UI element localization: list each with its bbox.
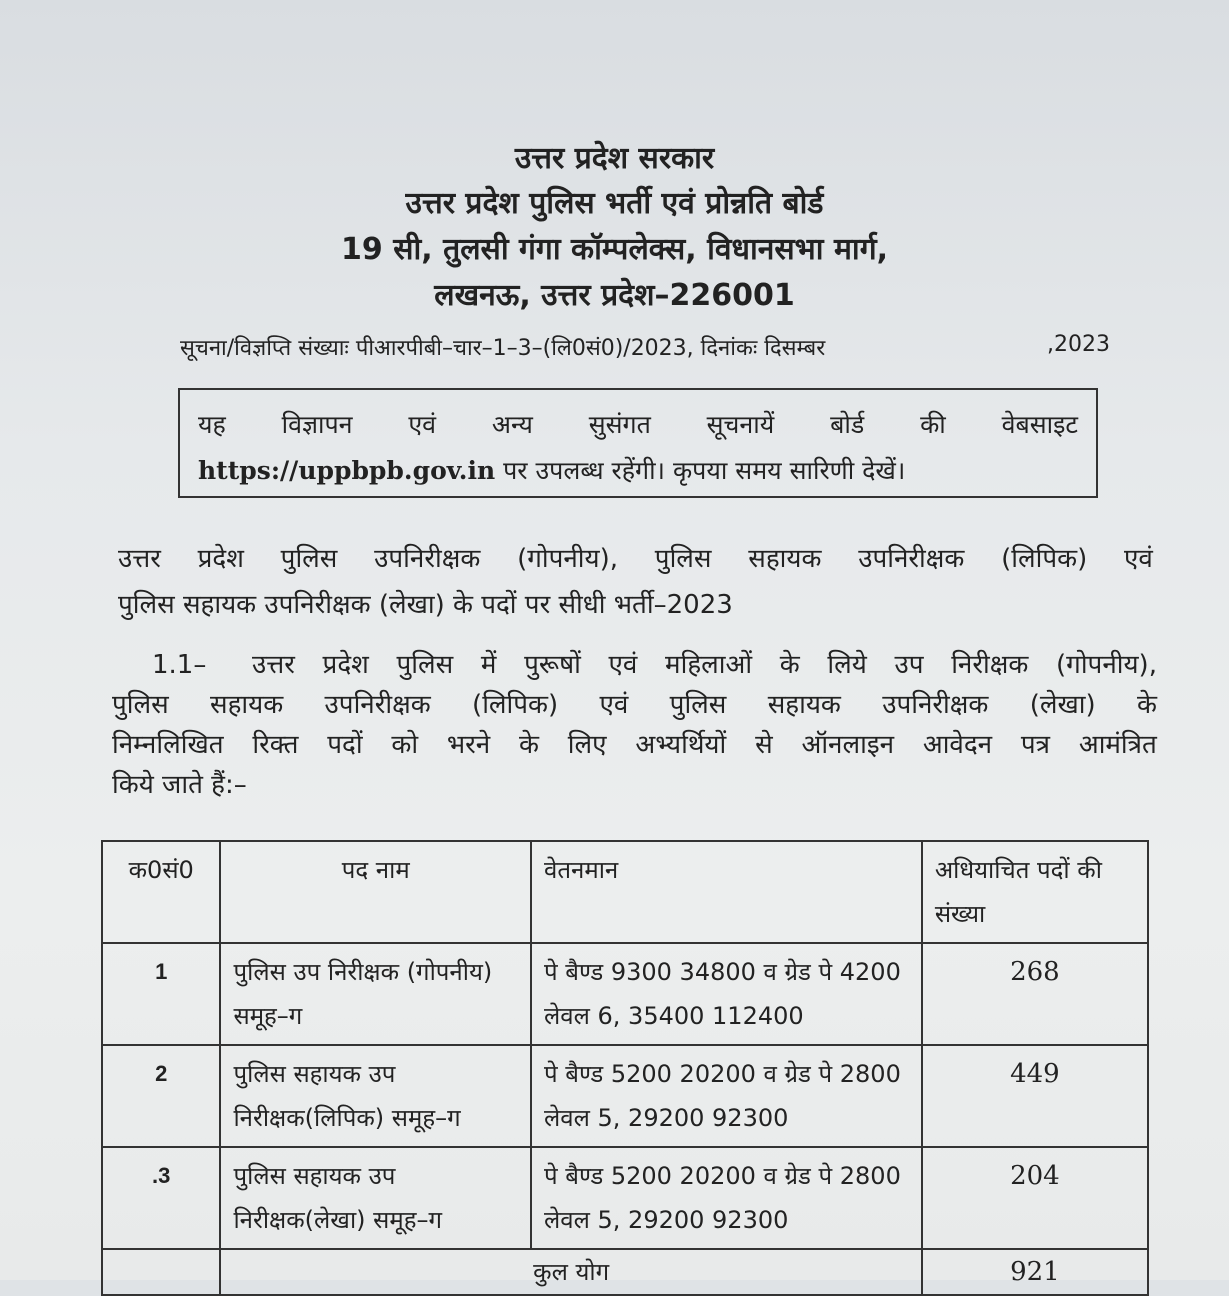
table-total-row xyxy=(102,1249,1148,1295)
word: (गोपनीय), xyxy=(1056,650,1157,680)
word: उत्तर xyxy=(118,544,161,574)
word: पत्र xyxy=(1020,730,1051,760)
header-post-count: अधियाचित पदों की संख्या xyxy=(922,841,1148,943)
word: एवं xyxy=(599,690,629,720)
paragraph-line2 xyxy=(112,685,1157,725)
word: सहायक xyxy=(748,544,822,574)
notice-number-text: सूचना/विज्ञप्ति संख्याः पीआरपीबी–चार–1–3–(लि0सं0)/2023, दिनांकः दिसम्बर xyxy=(180,336,826,361)
row-serial: 1 xyxy=(102,943,220,1045)
row-post-count: 204 xyxy=(922,1147,1148,1249)
notice-number xyxy=(180,332,1120,362)
table-header-row xyxy=(102,841,1148,943)
paragraph-line4: किये जाते हैं:– xyxy=(112,770,247,800)
word: (लिपिक) xyxy=(472,690,559,720)
website-notice-box xyxy=(178,388,1098,498)
word: सूचनायें xyxy=(706,410,775,439)
word: पुरूषों xyxy=(524,650,581,680)
table-row xyxy=(102,943,1148,1045)
paragraph-line3 xyxy=(112,725,1157,765)
header-pay-scale: वेतनमान xyxy=(531,841,922,943)
word: लिये xyxy=(827,650,867,680)
word: रिक्त xyxy=(252,730,299,760)
word: के xyxy=(1136,690,1157,720)
paragraph-line1 xyxy=(252,645,1157,685)
word: उत्तर xyxy=(252,650,295,680)
word: उप xyxy=(894,650,924,680)
recruitment-title-line2: पुलिस सहायक उपनिरीक्षक (लेखा) के पदों पर सीधी भर्ती–2023 xyxy=(118,590,733,620)
word: एवं xyxy=(608,650,638,680)
word: उपनिरीक्षक xyxy=(858,544,965,574)
word: आवेदन xyxy=(922,730,993,760)
word: यह xyxy=(198,410,226,439)
word: पदों xyxy=(327,730,363,760)
website-notice-line1 xyxy=(198,402,1078,448)
word: भरने xyxy=(446,730,491,760)
row-post-count: 268 xyxy=(922,943,1148,1045)
word: सहायक xyxy=(210,690,284,720)
word: की xyxy=(920,410,946,439)
word: प्रदेश xyxy=(197,544,244,574)
word: अभ्यर्थियों xyxy=(635,730,727,760)
header-post-name: पद नाम xyxy=(220,841,531,943)
header-government: उत्तर प्रदेश सरकार xyxy=(514,141,715,176)
row-pay-scale: पे बैण्ड 5200 20200 व ग्रेड पे 2800 लेवल 5, 29200 92300 xyxy=(531,1045,922,1147)
word: निम्नलिखित xyxy=(112,730,224,760)
row-pay-scale: पे बैण्ड 5200 20200 व ग्रेड पे 2800 लेवल 5, 29200 92300 xyxy=(531,1147,922,1249)
word: लिए xyxy=(567,730,607,760)
word: वेबसाइट xyxy=(1001,410,1078,439)
word: पुलिस xyxy=(396,650,454,680)
website-notice-rest: पर उपलब्ध रहेंगी। कृपया समय सारिणी देखें। xyxy=(495,456,906,485)
word: को xyxy=(391,730,419,760)
row-post-name: पुलिस उप निरीक्षक (गोपनीय) समूह–ग xyxy=(220,943,531,1045)
word: सहायक xyxy=(767,690,841,720)
paragraph-line1-wrap xyxy=(112,645,1157,685)
recruitment-title-line1 xyxy=(118,536,1153,582)
vacancy-table xyxy=(101,840,1149,1296)
recruitment-title xyxy=(118,536,1153,628)
table-row xyxy=(102,1045,1148,1147)
row-post-name: पुलिस सहायक उप निरीक्षक(लेखा) समूह–ग xyxy=(220,1147,531,1249)
website-url[interactable]: https://uppbpb.gov.in xyxy=(198,456,496,485)
word: प्रदेश xyxy=(322,650,369,680)
header-city: लखनऊ, उत्तर प्रदेश–226001 xyxy=(434,278,795,313)
word: पुलिस xyxy=(654,544,712,574)
word: पुलिस xyxy=(280,544,338,574)
word: पुलिस xyxy=(112,690,169,720)
header-board-name: उत्तर प्रदेश पुलिस भर्ती एवं प्रोन्नति बोर्ड xyxy=(405,186,824,221)
word: पुलिस xyxy=(669,690,727,720)
header-serial: क0सं0 xyxy=(102,841,220,943)
word: आमंत्रित xyxy=(1078,730,1157,760)
total-label: कुल योग xyxy=(220,1249,921,1295)
paragraph-number: 1.1– xyxy=(152,650,207,680)
word: में xyxy=(480,650,497,680)
table-row xyxy=(102,1147,1148,1249)
website-notice-line2 xyxy=(198,448,1078,494)
word: के xyxy=(779,650,800,680)
word: (लिपिक) xyxy=(1001,544,1088,574)
row-pay-scale: पे बैण्ड 9300 34800 व ग्रेड पे 4200 लेवल 6, 35400 112400 xyxy=(531,943,922,1045)
row-post-count: 449 xyxy=(922,1045,1148,1147)
word: बोर्ड xyxy=(830,410,865,439)
word: से xyxy=(755,730,773,760)
row-post-name: पुलिस सहायक उप निरीक्षक(लिपिक) समूह–ग xyxy=(220,1045,531,1147)
word: निरीक्षक xyxy=(951,650,1029,680)
header-address: 19 सी, तुलसी गंगा कॉम्पलेक्स, विधानसभा मार्ग, xyxy=(341,232,888,267)
word: ऑनलाइन xyxy=(801,730,895,760)
total-empty-cell xyxy=(102,1249,220,1295)
word: विज्ञापन xyxy=(281,410,353,439)
word: (गोपनीय), xyxy=(517,544,619,574)
word: एवं xyxy=(1124,544,1153,574)
word: के xyxy=(519,730,539,760)
word: एवं xyxy=(408,410,437,439)
total-value: 921 xyxy=(922,1249,1148,1295)
word: सुसंगत xyxy=(588,410,651,439)
paragraph-1-1 xyxy=(112,645,1157,805)
word: उपनिरीक्षक xyxy=(882,690,989,720)
word: (लेखा) xyxy=(1029,690,1096,720)
word: उपनिरीक्षक xyxy=(324,690,431,720)
word: अन्य xyxy=(491,410,533,439)
word: महिलाओं xyxy=(665,650,753,680)
notice-date: ,2023 xyxy=(1047,332,1110,357)
word: उपनिरीक्षक xyxy=(374,544,481,574)
row-serial: 2 xyxy=(102,1045,220,1147)
row-serial: .3 xyxy=(102,1147,220,1249)
